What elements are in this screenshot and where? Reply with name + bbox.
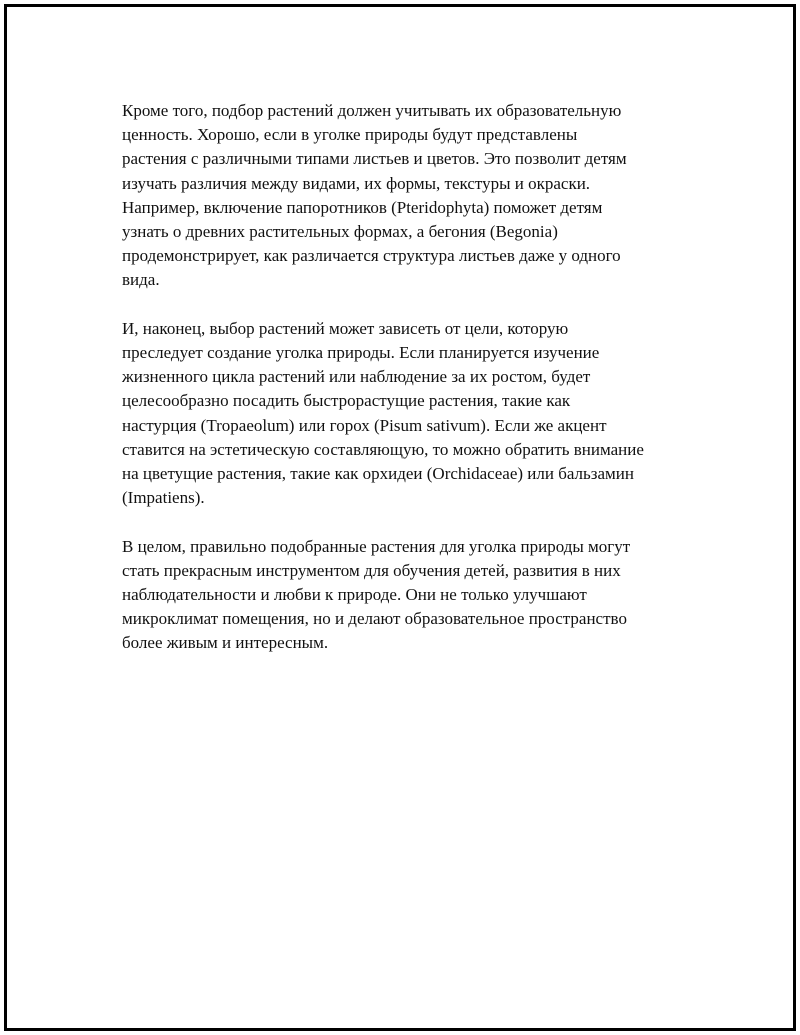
paragraph-plant-goal: И, наконец, выбор растений может зависеть от цели, которую преследует создание уголка природы. Если планируется изучение жизненного цикла растений или наблюдение за их ростом, будет целесообразно посадить быстрорастущие растения, такие как настурция (Tropaeolum) или горох (Pisum sativum). Если же акцент ставится на эстетическую составляющую, то можно обратить внимание на цветущие растения, такие как орхидеи (Orchidaceae) или бальзамин (Impatiens).: [122, 318, 644, 508]
document-body: [122, 99, 702, 680]
paragraph-conclusion: В целом, правильно подобранные растения для уголка природы могут стать прекрасным инструментом для обучения детей, развития в них наблюдательности и любви к природе. Они не только улучшают микроклимат помещения, но и делают образовательное пространство более живым и интересным.: [122, 536, 631, 653]
paragraph-educational-value: Кроме того, подбор растений должен учитывать их образовательную ценность. Хорошо, если в уголке природы будут представлены растения с различными типами листьев и цветов. Это позволит детям изучать различия между видами, их формы, текстуры и окраски. Например, включение папоротников (Pteridophyta) поможет детям узнать о древних растительных формах, а бегония (Begonia) продемонстрирует, как различается структура листьев даже у одного вида.: [122, 101, 627, 290]
page-frame: [4, 4, 796, 1031]
